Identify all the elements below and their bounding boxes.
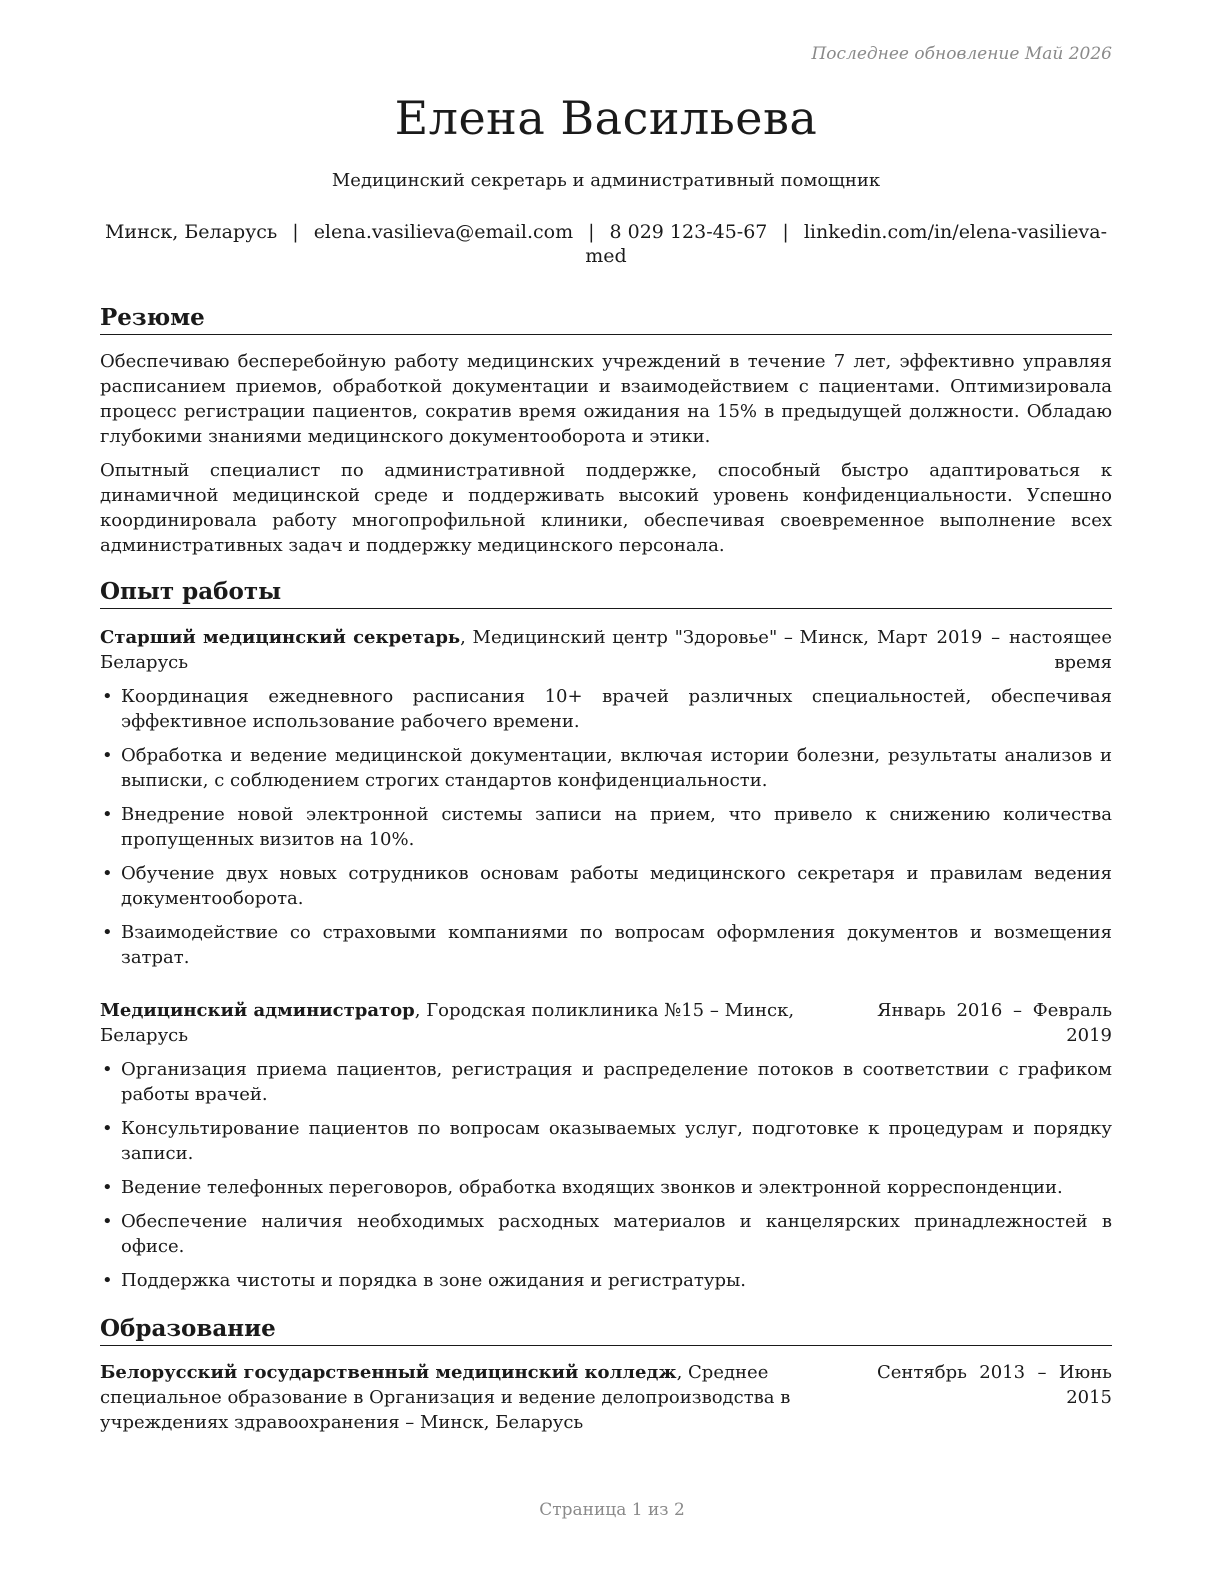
bullet-text: Обучение двух новых сотрудников основам работы медицинского секретаря и правилам ведения документооборота. — [121, 863, 1112, 909]
job-title-line — [100, 998, 869, 1048]
job-employer: , Медицинский центр "Здоровье" – Минск, Беларусь — [100, 627, 869, 673]
contact-separator: | — [782, 221, 789, 243]
bullet-icon: • — [102, 1177, 113, 1198]
list-item — [100, 861, 1112, 911]
experience-section — [100, 578, 1112, 1293]
candidate-tagline: Медицинский секретарь и административный помощник — [331, 170, 881, 191]
bullet-text: Внедрение новой электронной системы записи на прием, что привело к снижению количества пропущенных визитов на 10%. — [121, 804, 1112, 850]
list-item — [100, 743, 1112, 793]
education-institution: Белорусский государственный медицинский колледж — [100, 1362, 677, 1383]
bullet-icon: • — [102, 686, 113, 707]
page-number: Страница 1 из 2 — [539, 1500, 685, 1520]
last-updated-note: Последнее обновление Май 2026 — [811, 44, 1112, 64]
bullet-icon: • — [102, 804, 113, 825]
contact-separator: | — [292, 221, 299, 243]
education-title-line — [100, 1360, 869, 1435]
contact-line — [100, 220, 1112, 268]
section-title-education: Образование — [100, 1315, 1112, 1346]
job-dates: Март 2019 – настоящее время — [877, 627, 1112, 673]
bullet-icon: • — [102, 1059, 113, 1080]
bullet-icon: • — [102, 1118, 113, 1139]
job-entry — [100, 998, 1112, 1293]
contact-email[interactable]: elena.vasilieva@email.com — [313, 221, 574, 243]
list-item — [100, 920, 1112, 970]
contact-separator: | — [588, 221, 595, 243]
job-bullets — [100, 684, 1112, 970]
contact-location: Минск, Беларусь — [104, 221, 278, 243]
bullet-icon: • — [102, 745, 113, 766]
section-title-summary: Резюме — [100, 304, 1112, 335]
education-dates: Сентябрь 2013 – Июнь 2015 — [877, 1362, 1112, 1408]
education-entry — [100, 1360, 1112, 1435]
summary-paragraph: Опытный специалист по административной поддержке, способный быстро адаптироваться к динамичной медицинской среде и поддерживать высокий уровень конфиденциальности. Успешно координировала работу многопрофильной клиники, обеспечивая своевременное выполнение всех административных задач и поддержку медицинского персонала. — [100, 460, 1112, 556]
list-item — [100, 684, 1112, 734]
contact-linkedin[interactable]: linkedin.com/in/elena-vasilieva-med — [585, 221, 1108, 267]
job-role: Старший медицинский секретарь — [100, 627, 461, 648]
section-title-experience: Опыт работы — [100, 578, 1112, 609]
education-section — [100, 1315, 1112, 1435]
bullet-text: Обработка и ведение медицинской документации, включая истории болезни, результаты анализов и выписки, с соблюдением строгих стандартов конфиденциальности. — [121, 745, 1112, 791]
bullet-icon: • — [102, 863, 113, 884]
candidate-name: Елена Васильева — [394, 91, 818, 145]
contact-phone[interactable]: 8 029 123-45-67 — [609, 221, 768, 243]
list-item — [100, 802, 1112, 852]
bullet-text: Организация приема пациентов, регистрация и распределение потоков в соответствии с графиком работы врачей. — [121, 1059, 1112, 1105]
summary-paragraph: Обеспечиваю бесперебойную работу медицинских учреждений в течение 7 лет, эффективно управляя расписанием приемов, обработкой документации и взаимодействием с пациентами. Оптимизировала процесс регистрации пациентов, сократив время ожидания на 15% в предыдущей должности. Обладаю глубокими знаниями медицинского документооборота и этики. — [100, 351, 1112, 447]
bullet-text: Взаимодействие со страховыми компаниями по вопросам оформления документов и возмещения затрат. — [121, 922, 1112, 968]
bullet-icon: • — [102, 1211, 113, 1232]
education-details: , Среднее специальное образование в Организация и ведение делопроизводства в учреждениях здравоохранения – Минск, Беларусь — [100, 1362, 791, 1433]
job-header — [100, 625, 1112, 675]
job-dates: Январь 2016 – Февраль 2019 — [877, 1000, 1112, 1046]
bullet-text: Ведение телефонных переговоров, обработка входящих звонков и электронной корреспонденции. — [121, 1177, 1063, 1198]
job-role: Медицинский администратор — [100, 1000, 415, 1021]
job-title-line — [100, 625, 869, 675]
job-entry — [100, 625, 1112, 970]
list-item — [100, 1268, 1112, 1293]
job-employer: , Городская поликлиника №15 – Минск, Беларусь — [100, 1000, 795, 1046]
list-item — [100, 1057, 1112, 1107]
bullet-text: Координация ежедневного расписания 10+ врачей различных специальностей, обеспечивая эффективное использование рабочего времени. — [121, 686, 1112, 732]
bullet-text: Поддержка чистоты и порядка в зоне ожидания и регистратуры. — [121, 1270, 747, 1291]
list-item — [100, 1209, 1112, 1259]
bullet-text: Консультирование пациентов по вопросам оказываемых услуг, подготовке к процедурам и порядку записи. — [121, 1118, 1112, 1164]
bullet-icon: • — [102, 922, 113, 943]
list-item — [100, 1116, 1112, 1166]
bullet-icon: • — [102, 1270, 113, 1291]
bullet-text: Обеспечение наличия необходимых расходных материалов и канцелярских принадлежностей в офисе. — [121, 1211, 1112, 1257]
list-item — [100, 1175, 1112, 1200]
job-bullets — [100, 1057, 1112, 1293]
job-header — [100, 998, 1112, 1048]
summary-section — [100, 304, 1112, 558]
